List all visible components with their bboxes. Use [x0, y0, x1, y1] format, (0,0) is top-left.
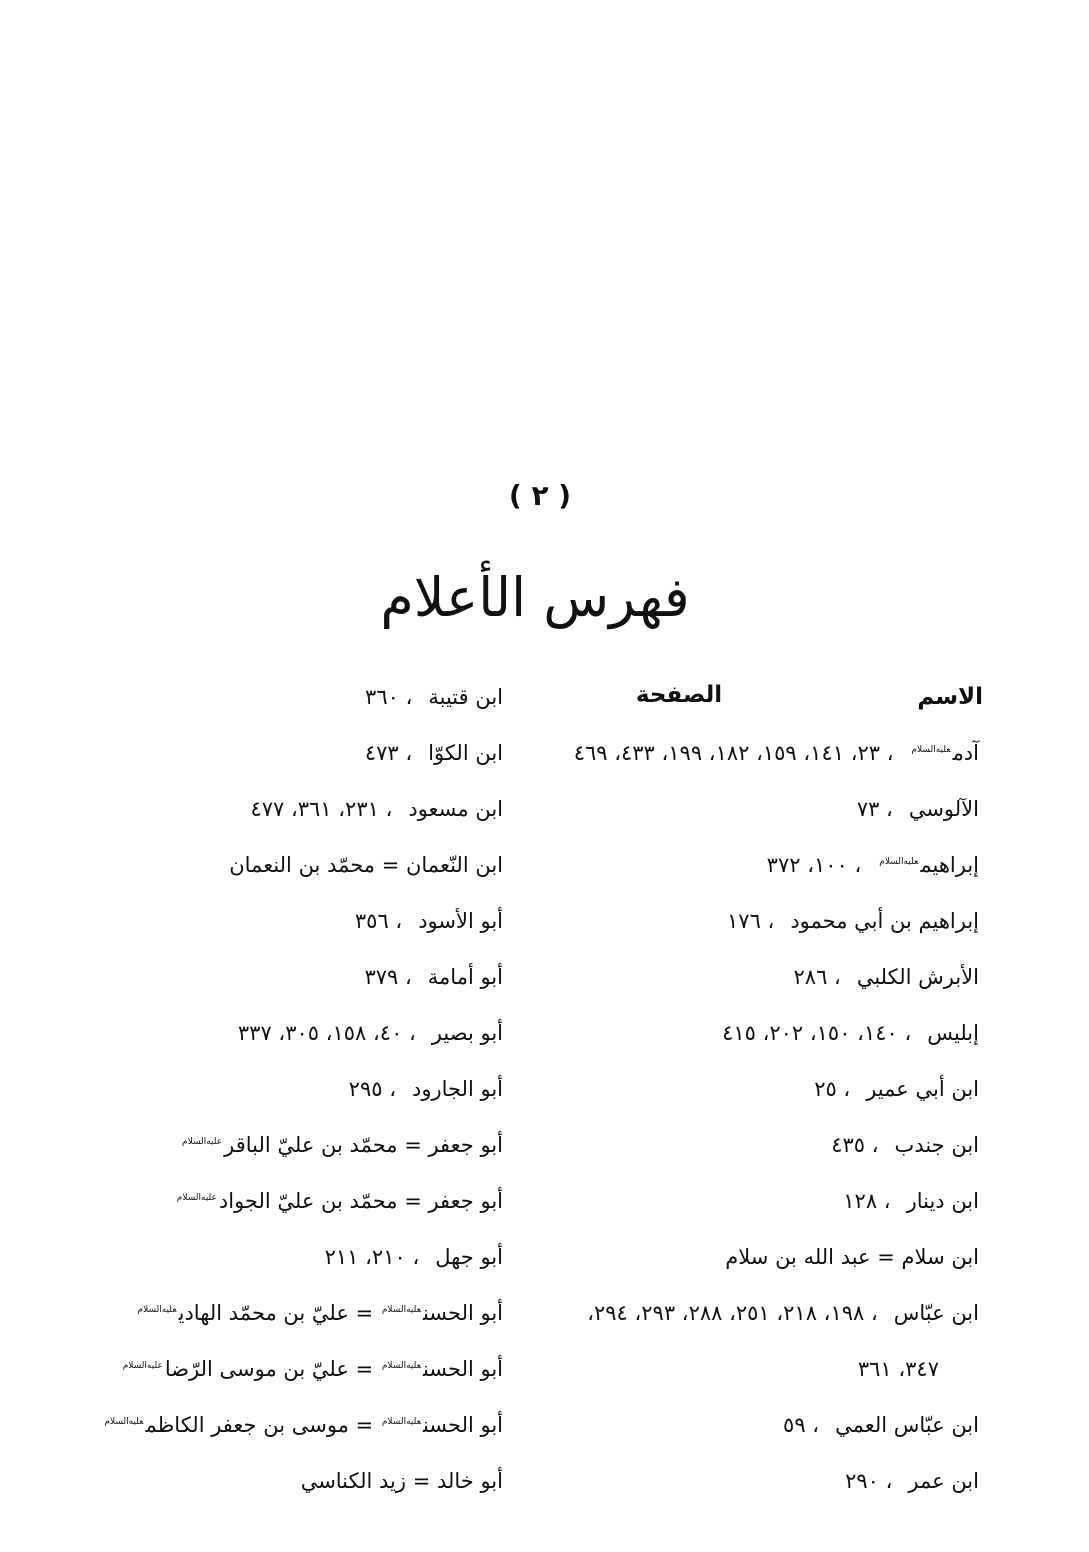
entry-name — [418, 909, 503, 933]
entry-pages: ، ٤٣٥ — [831, 1133, 879, 1157]
section-number: ( ٢ ) — [508, 479, 572, 512]
entry-name-text: = عليّ بن محمّد الهادي — [178, 1301, 380, 1325]
honorific-mark: عليه‌السلام — [104, 1417, 144, 1427]
index-entry — [539, 1173, 979, 1229]
honorific-mark: عليه‌السلام — [381, 1361, 421, 1371]
index-entry — [539, 725, 979, 781]
header-page-label: الصفحة — [635, 682, 723, 708]
index-entry — [63, 1117, 503, 1173]
entry-name-text: إبليس — [927, 1021, 979, 1045]
entry-name — [927, 1021, 979, 1045]
entry-name — [909, 741, 979, 765]
entry-name — [408, 797, 503, 821]
entry-pages: ، ٣٧٩ — [364, 965, 412, 989]
entry-name — [725, 1245, 979, 1269]
index-entry — [63, 949, 503, 1005]
index-entry — [539, 1397, 979, 1453]
entry-name — [907, 1189, 979, 1213]
entry-pages: ، ١٧٦ — [727, 909, 775, 933]
entry-name — [909, 797, 979, 821]
entry-pages: ، ١٢٨ — [843, 1189, 891, 1213]
index-entry — [539, 837, 979, 893]
index-entry — [63, 1453, 503, 1509]
honorific-mark: عليه‌السلام — [381, 1305, 421, 1315]
entry-name-text: = موسى بن جعفر الكاظم — [145, 1413, 380, 1437]
entry-name-text: الآلوسي — [908, 797, 979, 821]
entry-pages-continued: ٣٤٧، ٣٦١ — [857, 1357, 939, 1381]
index-entry — [63, 1005, 503, 1061]
entry-name — [432, 1021, 503, 1045]
entry-name — [229, 853, 503, 877]
entry-pages: ، ٢١٠، ٢١١ — [324, 1245, 420, 1269]
entry-name-text: آدم — [952, 741, 979, 765]
entry-name — [894, 1301, 979, 1325]
entry-pages: ، ٣٥٦ — [354, 909, 403, 933]
entry-name-text: أبو جعفر = محمّد بن عليّ الباقر — [224, 1133, 503, 1157]
entry-name-text: ابن مسعود — [408, 797, 503, 821]
entry-name-text: أبو الأسود — [418, 909, 503, 933]
entry-name-text: الأبرش الكلبي — [856, 965, 979, 989]
entry-pages: ، ٤٠، ١٥٨، ٣٠٥، ٣٣٧ — [237, 1021, 416, 1045]
index-entry — [539, 1229, 979, 1285]
honorific-mark: عليه‌السلام — [381, 1417, 421, 1427]
entry-pages: ، ٢٣١، ٣٦١، ٤٧٧ — [250, 797, 393, 821]
index-entry — [63, 1173, 503, 1229]
right-column — [539, 669, 983, 1509]
entry-name-text: إبراهيم — [920, 853, 979, 877]
index-entry-continuation — [539, 1341, 979, 1397]
index-entry — [63, 725, 503, 781]
entry-name-text: أبو الحسن — [422, 1357, 503, 1381]
entry-name — [136, 1301, 503, 1325]
entry-name-text: أبو بصير — [431, 1021, 503, 1045]
entry-name — [412, 1077, 503, 1101]
honorific-mark: عليه‌السلام — [879, 857, 919, 867]
entry-name-text: ابن عمر — [908, 1469, 979, 1493]
entry-name-text: أبو جعفر = محمّد بن عليّ الجواد — [218, 1189, 503, 1213]
entry-name — [908, 1469, 979, 1493]
entry-pages: ، ٤٧٣ — [364, 741, 413, 765]
honorific-mark: عليه‌السلام — [137, 1305, 177, 1315]
entry-pages: ، ٢٣، ١٤١، ١٥٩، ١٨٢، ١٩٩، ٤٣٣، ٤٦٩ — [573, 741, 894, 765]
entry-name-text: ابن دينار — [906, 1189, 979, 1213]
index-entry — [63, 893, 503, 949]
entry-name — [435, 1245, 503, 1269]
entry-name-text: إبراهيم بن أبي محمود — [790, 909, 979, 933]
honorific-mark: عليه‌السلام — [911, 745, 951, 755]
entry-name — [428, 741, 503, 765]
entry-name-text: ابن عبّاس العمي — [835, 1413, 979, 1437]
entry-name-text: ابن أبي عمير — [866, 1077, 979, 1101]
entry-name-text: أبو أمامة — [427, 965, 503, 989]
index-entry — [539, 1285, 979, 1341]
honorific-mark: عليه‌السلام — [122, 1361, 163, 1371]
entry-name-text: أبو جهل — [435, 1245, 503, 1269]
entry-name-text: أبو خالد = زيد الكناسي — [300, 1469, 503, 1493]
index-entry — [539, 1117, 979, 1173]
entry-pages: ، ٢٩٥ — [348, 1077, 396, 1101]
index-entry — [539, 781, 979, 837]
entry-pages: ، ٢٥ — [814, 1077, 851, 1101]
entry-name-text: ابن سلام = عبد الله بن سلام — [725, 1245, 979, 1269]
index-entry — [63, 1285, 503, 1341]
column-header-row — [539, 669, 983, 725]
entry-name — [790, 909, 979, 933]
index-title: فهرس الأعلام — [380, 566, 690, 629]
entry-name-text: ابن عبّاس — [893, 1301, 979, 1325]
entry-name — [428, 965, 503, 989]
entry-name — [835, 1413, 979, 1437]
entry-name-text: أبو الحسن — [422, 1301, 503, 1325]
index-entry — [63, 781, 503, 837]
index-entry — [63, 837, 503, 893]
entry-pages: ، ٢٨٦ — [793, 965, 841, 989]
entry-name — [102, 1413, 503, 1437]
index-entry — [63, 1229, 503, 1285]
entry-pages: ، ٣٦٠ — [365, 685, 413, 709]
index-entry — [539, 1453, 979, 1509]
index-entry — [539, 1061, 979, 1117]
entry-pages: ، ١٠٠، ٣٧٢ — [766, 853, 862, 877]
entry-name — [121, 1357, 503, 1381]
entry-name-text: = عليّ بن موسى الرّضا — [164, 1357, 380, 1381]
index-entry — [63, 1397, 503, 1453]
entry-name — [895, 1133, 979, 1157]
index-entry — [63, 1341, 503, 1397]
entry-pages: ، ١٤٠، ١٥٠، ٢٠٢، ٤١٥ — [722, 1021, 912, 1045]
entry-name-text: أبو الحسن — [422, 1413, 503, 1437]
honorific-mark: عليه‌السلام — [176, 1193, 217, 1203]
entry-name — [180, 1133, 503, 1157]
entry-pages: ، ٢٩٠ — [845, 1469, 893, 1493]
left-column — [63, 669, 503, 1509]
entry-name — [428, 685, 503, 709]
honorific-mark: عليه‌السلام — [182, 1137, 223, 1147]
entry-name — [857, 965, 979, 989]
entry-pages: ، ٥٩ — [783, 1413, 820, 1437]
index-entry — [63, 669, 503, 725]
index-entry — [63, 1061, 503, 1117]
header-name-label: الاسم — [917, 684, 983, 710]
entry-name-text: ابن جندب — [894, 1133, 979, 1157]
entry-name — [301, 1469, 503, 1493]
entry-name-text: ابن النّعمان = محمّد بن النعمان — [229, 853, 503, 877]
index-entry — [539, 1005, 979, 1061]
index-entry — [539, 893, 979, 949]
entry-name-text: أبو الجارود — [411, 1077, 503, 1101]
entry-name-text: ابن الكوّا — [428, 741, 503, 765]
entry-pages: ، ١٩٨، ٢١٨، ٢٥١، ٢٨٨، ٢٩٣، ٢٩٤، — [587, 1301, 878, 1325]
entry-pages: ، ٧٣ — [856, 797, 893, 821]
entry-name — [175, 1189, 503, 1213]
entry-name-text: ابن قتيبة — [428, 685, 503, 709]
entry-name — [866, 1077, 979, 1101]
index-entry — [539, 949, 979, 1005]
entry-name — [877, 853, 979, 877]
